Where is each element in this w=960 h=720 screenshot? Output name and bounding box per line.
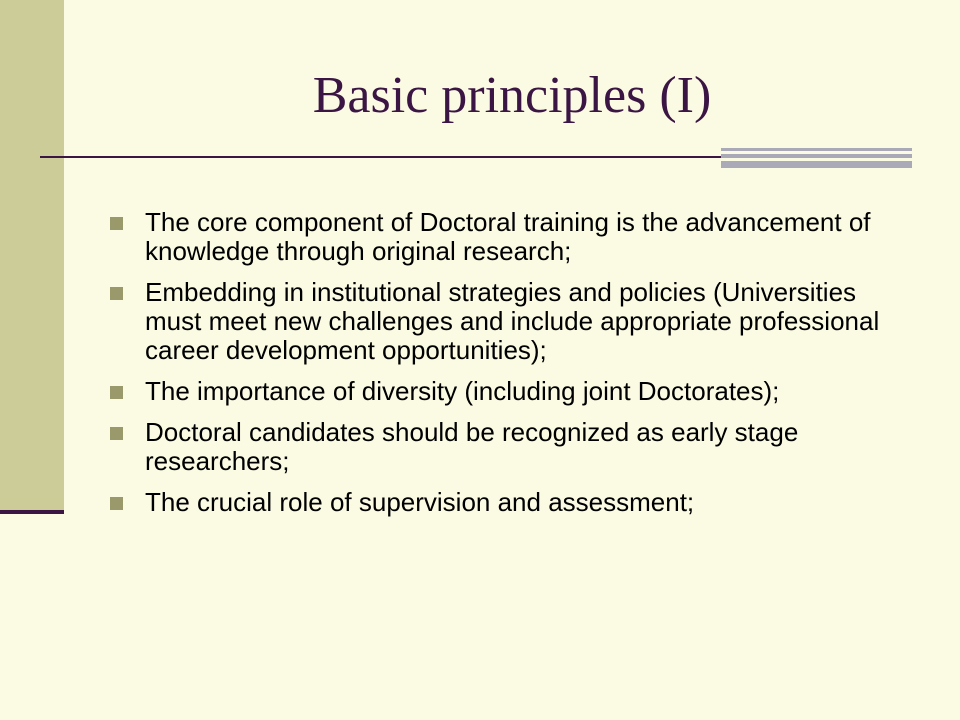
bullet-text: Doctoral candidates should be recognized as early stage researchers; [145, 417, 799, 476]
list-item [108, 488, 898, 517]
left-bar-accent-line [0, 510, 64, 514]
square-bullet-icon [110, 386, 123, 399]
list-item [108, 278, 898, 365]
slide-title: Basic principles (I) [312, 67, 712, 124]
bullet-text: The core component of Doctoral training is the advancement of knowledge through original research; [145, 207, 871, 266]
left-decorative-bar [0, 0, 64, 510]
square-bullet-icon [110, 497, 123, 510]
list-item [108, 418, 898, 476]
square-bullet-icon [110, 217, 123, 230]
list-item [108, 208, 898, 266]
square-bullet-icon [110, 287, 123, 300]
bullet-list [108, 208, 898, 529]
bullet-text: The crucial role of supervision and assessment; [145, 487, 695, 517]
title-underline-accent [721, 148, 912, 168]
list-item [108, 377, 898, 406]
bullet-text: Embedding in institutional strategies and policies (Universities must meet new challenges and include appropriate professional career development opportunities); [145, 277, 880, 365]
square-bullet-icon [110, 427, 123, 440]
bullet-text: The importance of diversity (including joint Doctorates); [145, 376, 780, 406]
